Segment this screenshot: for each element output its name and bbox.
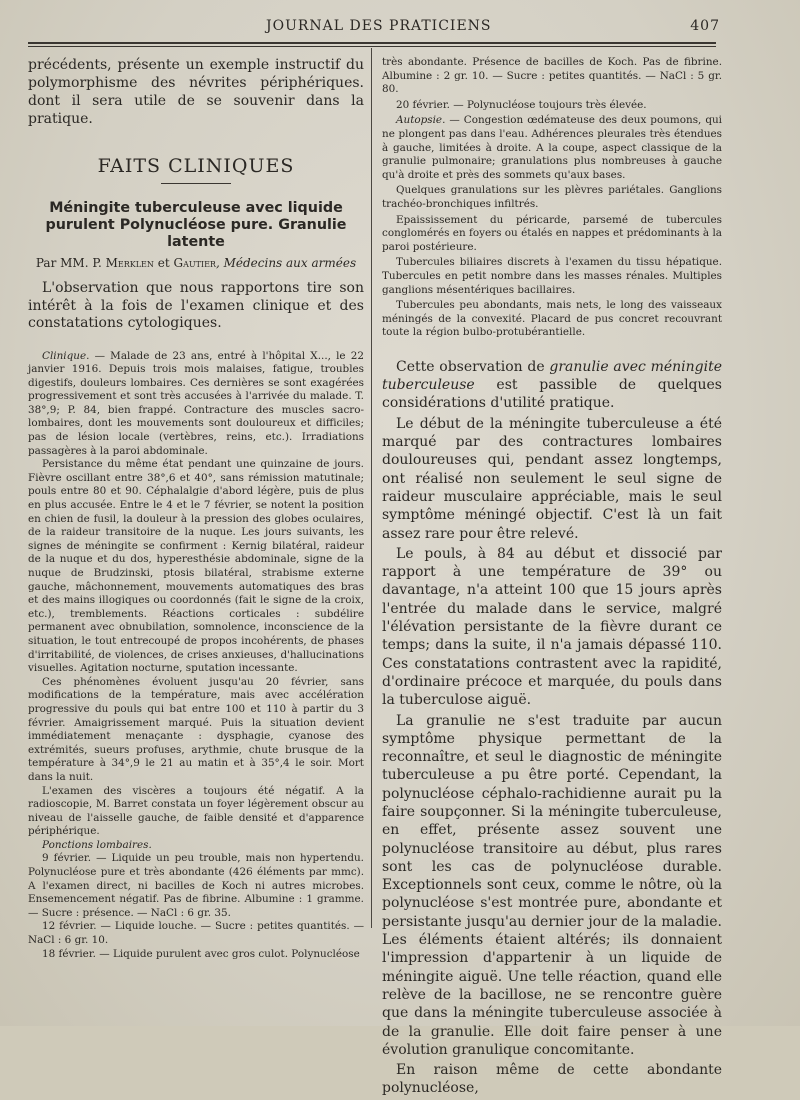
- ponction-continuation: très abondante. Présence de bacilles de Koch. Pas de fibrine. Albumine : 2 gr. 10. — Sucre : petites quantités. — NaCl : 5 gr. 80.: [382, 56, 722, 96]
- discussion-intro: [382, 358, 722, 413]
- running-title: JOURNAL DES PRATICIENS: [266, 18, 492, 34]
- discussion-granulie: La granulie ne s'est traduite par aucun symptôme physique permettant de la reconnaître, et seul le diagnostic de méningite tuberculeuse a pu être porté. Cependant, la polynucléose céphalo-rachidienne aurait pu la faire soupçonner. Si la méningite tuberculeuse, en effet, présente assez souvent une polynucléose transitoire au début, plus rares sont les cas de polynucléose durable. Exceptionnels sont ceux, comme le nôtre, où la polynucléose s'est montrée pure, abondante et persistante jusqu'au dernier jour de la maladie. Les éléments étaient altérés; ils donnaient l'impression d'appartenir à un liquide de méningite aiguë. Une telle réaction, quand elle relève de la bacillose, ne se rencontre guère que dans la méningite tuberculeuse associée à de la granulie. Elle doit faire penser à une évolution granulique concomitante.: [382, 712, 722, 1058]
- autopsie-label: Autopsie.: [396, 114, 446, 127]
- left-column: [28, 56, 364, 961]
- author-merklen: Merklen: [105, 256, 154, 270]
- opening-paragraph: précédents, présente un exemple instructif du polymorphisme des névrites périphériques. dont il sera utile de se souvenir dans la pratique.: [28, 57, 364, 127]
- autopsie-paragraph: [382, 114, 722, 182]
- clinique-text: — Malade de 23 ans, entré à l'hôpital X..., le 22 janvier 1916. Depuis trois mois malaises, fatigue, troubles digestifs, douleurs lombaires. Ces dernières se sont exagérées progressivement et sont très accusées à l'arrivée du malade. T. 38°,9; P. 84, bien frappé. Contracture des muscles sacro-lombaires, dont les mouvements sont douloureux et difficiles; pas de lésion locale (vertèbres, reins, etc.). Irradiations passagères à la paroi abdominale.: [28, 349, 364, 457]
- ponctions-heading: Ponctions lombaires.: [42, 838, 152, 851]
- discussion-intro-start: Cette observation de: [396, 358, 550, 375]
- right-column: [382, 56, 722, 1100]
- spacer: [28, 343, 364, 350]
- header-rule: [28, 42, 716, 44]
- discussion-debut: Le début de la méningite tuberculeuse a été marqué par des contractures lombaires douloureuses qui, pendant assez longtemps, ont réalisé non seulement le seul signe de raideur musculaire appréciable, mais le seul symptôme méningé objectif. C'est là un fait assez rare pour être relevé.: [382, 415, 722, 542]
- clinique-label: Clinique.: [42, 349, 90, 362]
- column-divider: [371, 48, 372, 928]
- discussion-intro-end: est passible de quelques considérations d'utilité pratique.: [382, 377, 722, 412]
- article-title: Méningite tuberculeuse avec liquide purulent Polynucléose pure. Granulie latente: [45, 200, 347, 250]
- page-number: 407: [690, 18, 720, 34]
- discussion-end: En raison même de cette abondante polynucléose,: [382, 1062, 722, 1097]
- discussion-pouls: Le pouls, à 84 au début et dissocié par rapport à une température de 39° ou davantage, n'a atteint 100 que 15 jours après l'entrée du malade dans le service, malgré l'élévation persistante de la fièvre durant ce temps; dans la suite, il n'a jamais dépassé 110. Ces constatations contrastent avec la rapidité, d'ordinaire précoce et marquée, du pouls dans la tuberculose aiguë.: [382, 545, 722, 709]
- ponction-9-fevrier: 9 février. — Liquide un peu trouble, mais non hypertendu. Polynucléose pure et très abondante (426 éléments par mmc). A l'examen direct, ni bacilles de Koch ni autres microbes. Ensemencement négatif. Pas de fibrine. Albumine : 1 gramme. — Sucre : présence. — NaCl : 6 gr. 35.: [28, 852, 364, 919]
- page-header: [30, 18, 720, 38]
- viscera-paragraph: L'examen des viscères a toujours été négatif. A la radioscopie, M. Barret constata un foyer légèrement obscur au niveau de l'aisselle gauche, de faible densité et d'apparence périphérique.: [28, 784, 364, 838]
- discussion-intro-italic: granulie avec méningite tuberculeuse: [382, 358, 722, 394]
- authors-conjunction: et: [157, 256, 170, 270]
- autopsie-meninges: Tubercules peu abondants, mais nets, le long des vaisseaux méningés de la convexité. Placard de pus concret recouvrant toute la région bulbo-protubérantielle.: [382, 299, 722, 339]
- autopsie-text: — Congestion œdémateuse des deux poumons, qui ne plongent pas dans l'eau. Adhérences pleurales très étendues à gauche, limitées à droite. A la coupe, aspect classique de la granulie pulmonaire; granulations plus nombreuses à gauche qu'à droite et près des sommets qu'aux bases.: [382, 114, 722, 181]
- authors-prefix: Par MM. P.: [35, 256, 102, 270]
- author-gautier: Gautier: [173, 256, 216, 270]
- clinique-paragraph: [28, 350, 364, 459]
- ponction-20-fevrier: 20 février. — Polynucléose toujours très élevée.: [396, 98, 647, 111]
- ponction-12-fevrier: 12 février. — Liquide louche. — Sucre : petites quantités. — NaCl : 6 gr. 10.: [28, 920, 364, 947]
- intro-paragraph: L'observation que nous rapportons tire son intérêt à la fois de l'examen clinique et des constatations cytologiques.: [28, 280, 364, 331]
- author-affiliation: , Médecins aux armées: [215, 256, 357, 270]
- autopsie-foie: Tubercules biliaires discrets à l'examen du tissu hépatique. Tubercules en petit nombre dans les masses rénales. Multiples ganglions mésentériques bacillaires.: [382, 256, 722, 296]
- phenomena-paragraph: Ces phénomènes évoluent jusqu'au 20 février, sans modifications de la température, mais avec accélération progressive du pouls qui bat entre 100 et 110 à partir du 3 février. Amaigrissement marqué. Puis la situation devient immédiatement menaçante : dysphagie, cyanose des extrémités, sueurs profuses, arythmie, chute brusque de la température à 34°,9 le 21 au matin et à 35°,4 le soir. Mort dans la nuit.: [28, 675, 364, 783]
- autopsie-pleura: Quelques granulations sur les plèvres pariétales. Ganglions trachéo-bronchiques infiltrés.: [382, 184, 722, 210]
- spacer: [382, 342, 722, 358]
- autopsie-pericarde: Epaississement du péricarde, parsemé de tubercules conglomérés en foyers ou étalés en nappes et prédominants à la paroi postérieure.: [382, 213, 722, 253]
- evolution-paragraph: Persistance du même état pendant une quinzaine de jours. Fièvre oscillant entre 38°,6 et 40°, sans rémission matutinale; pouls entre 80 et 90. Céphalalgie d'abord légère, puis de plus en plus accusée. Entre le 4 et le 7 février, se notent la position en chien de fusil, la douleur à la pression des globes oculaires, de la raideur transitoire de la nuque. Les jours suivants, les signes de méningite se confirment : Kernig bilatéral, raideur de la nuque et du dos, hyperesthésie abdominale, signe de la nuque de Brudzinski, ptosis bilatéral, strabisme externe gauche, mâchonnement, mouvements automatiques des bras et des mains illogiques ou coordonnés (fait le signe de la croix, etc.), tremblements. Réactions corticales : subdélire permanent avec obnubilation, somnolence, inconscience de la situation, le tout entrecoupé de propos incohérents, de phases d'irritabilité, de violences, de crises anxieuses, d'hallucinations visuelles. Agitation nocturne, sputation incessante.: [28, 458, 364, 675]
- section-title: FAITS CLINIQUES: [97, 155, 295, 177]
- section-title-rule: [161, 183, 231, 184]
- article-authors: [28, 256, 364, 270]
- header-rule-thin: [28, 46, 716, 47]
- ponction-18-fevrier: 18 février. — Liquide purulent avec gros culot. Polynucléose: [42, 947, 360, 960]
